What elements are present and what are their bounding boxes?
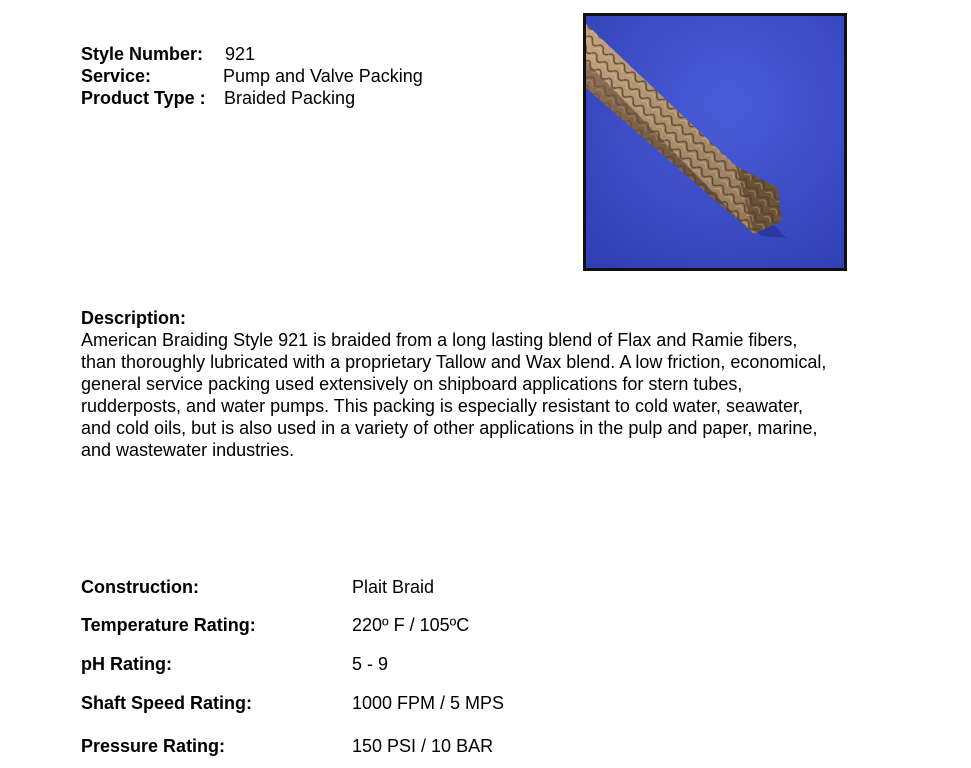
description-line: American Braiding Style 921 is braided from a long lasting blend of Flax and Ramie fibers, [81,330,798,350]
description-line: rudderposts, and water pumps. This packing is especially resistant to cold water, seawater, [81,396,804,416]
product-type-value: Braided Packing [224,88,356,108]
braided-packing-image [586,16,844,268]
style-number-value: 921 [225,44,256,64]
description-line: general service packing used extensively on shipboard applications for stern tubes, [81,374,743,394]
ph-rating-label: pH Rating: [81,654,172,674]
service-row [81,65,423,87]
construction-label: Construction: [81,577,199,597]
pressure-rating-label: Pressure Rating: [81,736,226,756]
construction-value: Plait Braid [352,577,435,597]
temperature-rating-value: 220º F / 105ºC [352,615,470,635]
ph-rating-value: 5 - 9 [352,654,389,674]
temperature-rating-label: Temperature Rating: [81,615,256,635]
service-label: Service: [81,66,152,86]
description-title: Description: [81,308,187,328]
style-number-row [81,43,256,65]
product-type-label: Product Type : [81,88,206,108]
description-line: and cold oils, but is also used in a variety of other applications in the pulp and paper, marine, [81,418,818,438]
description-line: than thoroughly lubricated with a proprietary Tallow and Wax blend. A low friction, economical, [81,352,827,372]
product-photo [583,13,847,271]
shaft-speed-rating-value: 1000 FPM / 5 MPS [352,693,505,713]
description-line: and wastewater industries. [81,440,295,460]
pressure-rating-value: 150 PSI / 10 BAR [352,736,494,756]
service-value: Pump and Valve Packing [223,66,423,86]
product-type-row [81,87,356,109]
shaft-speed-rating-label: Shaft Speed Rating: [81,693,253,713]
style-number-label: Style Number: [81,44,204,64]
